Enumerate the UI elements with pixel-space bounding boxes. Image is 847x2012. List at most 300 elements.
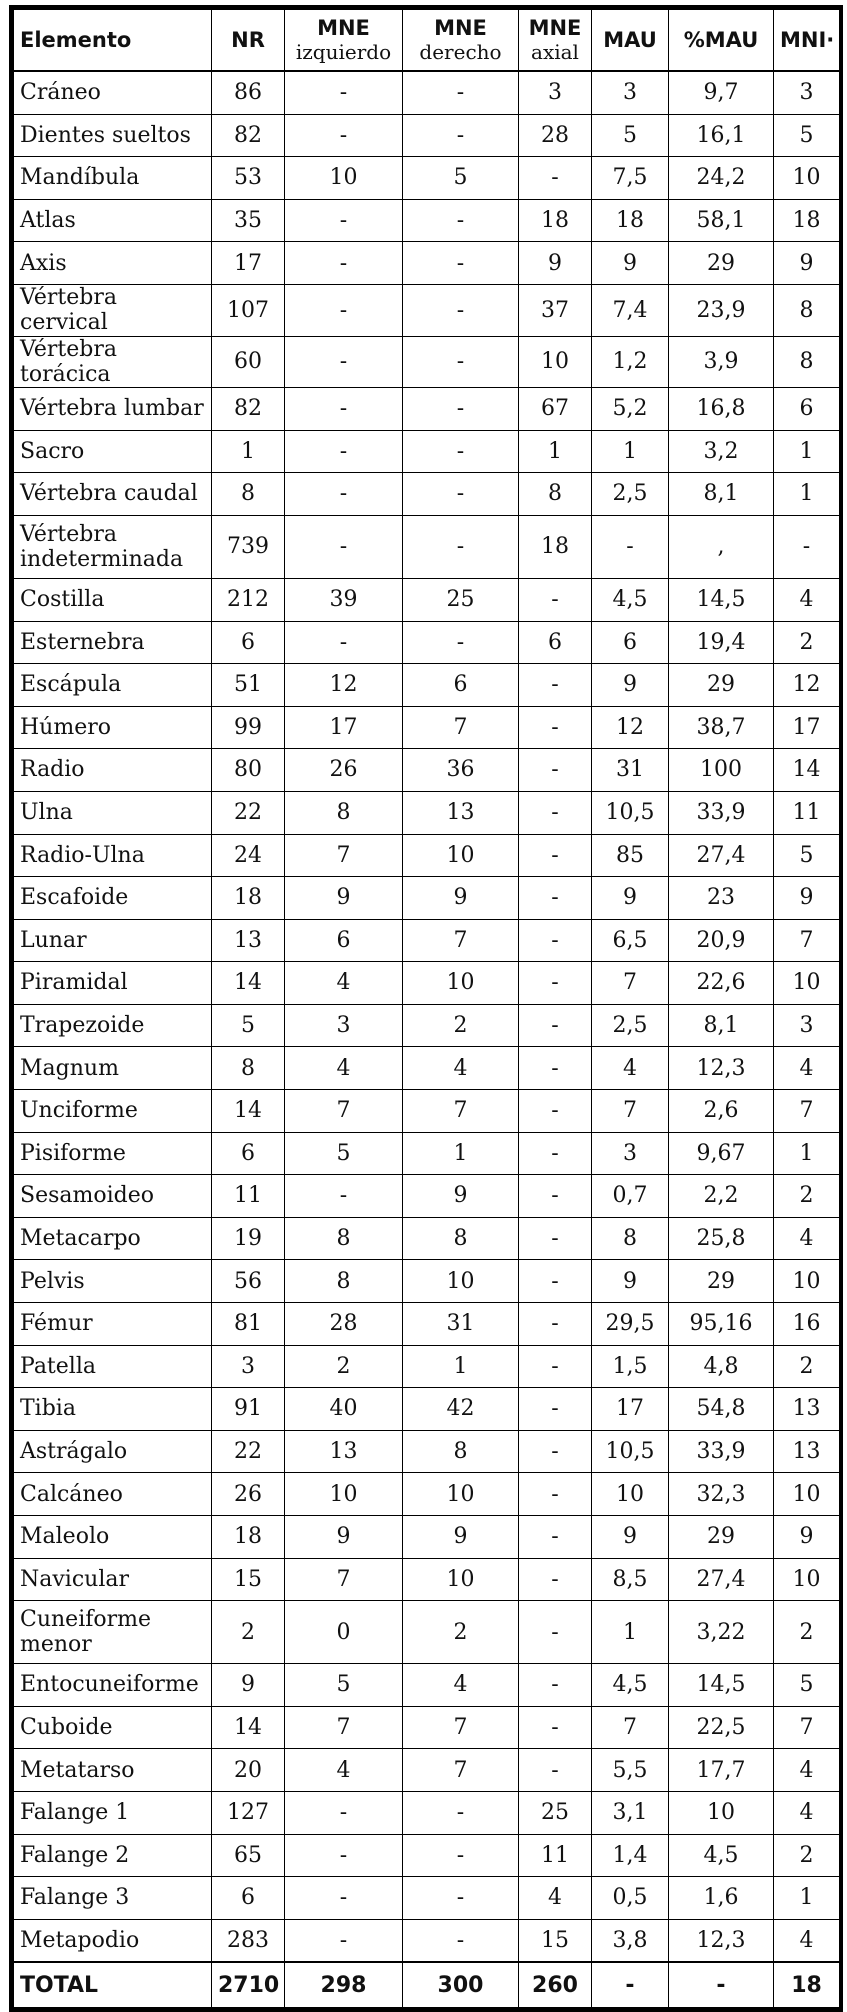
value-cell: - bbox=[403, 242, 519, 285]
value-cell: 20,9 bbox=[669, 919, 774, 962]
value-cell: 1 bbox=[519, 430, 592, 473]
column-header bbox=[403, 10, 519, 72]
value-cell: - bbox=[519, 1430, 592, 1473]
value-cell: 3 bbox=[774, 71, 840, 114]
element-name-cell: Pelvis bbox=[14, 1260, 212, 1303]
value-cell: 1 bbox=[774, 430, 840, 473]
value-cell: - bbox=[285, 284, 403, 336]
total-label-cell: TOTAL bbox=[14, 1962, 212, 2008]
table-row bbox=[14, 962, 840, 1005]
value-cell: 107 bbox=[212, 284, 285, 336]
element-name-cell: Sacro bbox=[14, 430, 212, 473]
value-cell: 14 bbox=[212, 1706, 285, 1749]
value-cell: - bbox=[519, 1706, 592, 1749]
column-header-label: MNE bbox=[434, 16, 487, 41]
value-cell: 5 bbox=[774, 114, 840, 157]
value-cell: 33,9 bbox=[669, 791, 774, 834]
value-cell: 16 bbox=[774, 1303, 840, 1346]
value-cell: 7 bbox=[285, 1558, 403, 1601]
column-header-label: MNE bbox=[528, 16, 582, 41]
value-cell: - bbox=[519, 1303, 592, 1346]
value-cell: 8,5 bbox=[592, 1558, 669, 1601]
table-row bbox=[14, 430, 840, 473]
value-cell: 4 bbox=[285, 962, 403, 1005]
value-cell: - bbox=[519, 1664, 592, 1707]
value-cell: 18 bbox=[212, 1516, 285, 1559]
value-cell: 1 bbox=[212, 430, 285, 473]
table-row bbox=[14, 1175, 840, 1218]
value-cell: 25 bbox=[519, 1791, 592, 1834]
value-cell: 2 bbox=[774, 1345, 840, 1388]
value-cell: - bbox=[519, 791, 592, 834]
value-cell: 7 bbox=[403, 1749, 519, 1792]
table-row bbox=[14, 1132, 840, 1175]
value-cell: 51 bbox=[212, 664, 285, 707]
value-cell: 85 bbox=[592, 834, 669, 877]
value-cell: 2 bbox=[285, 1345, 403, 1388]
column-header-sublabel: izquierdo bbox=[295, 39, 392, 64]
element-name-cell: Escafoide bbox=[14, 877, 212, 920]
column-header bbox=[285, 10, 403, 72]
element-name-cell: Radio-Ulna bbox=[14, 834, 212, 877]
table-row bbox=[14, 1706, 840, 1749]
value-cell: - bbox=[285, 1834, 403, 1877]
value-cell: 14,5 bbox=[669, 1664, 774, 1707]
value-cell: 82 bbox=[212, 388, 285, 431]
element-name-cell: Cuneiforme menor bbox=[14, 1601, 212, 1664]
value-cell: - bbox=[519, 1388, 592, 1431]
value-cell: 4 bbox=[592, 1047, 669, 1090]
value-cell: 8 bbox=[774, 284, 840, 336]
value-cell: 0,7 bbox=[592, 1175, 669, 1218]
value-cell: - bbox=[285, 388, 403, 431]
value-cell: 7 bbox=[592, 962, 669, 1005]
value-cell: 16,8 bbox=[669, 388, 774, 431]
value-cell: 31 bbox=[592, 749, 669, 792]
table-row bbox=[14, 71, 840, 114]
value-cell: 8 bbox=[285, 1217, 403, 1260]
table-row bbox=[14, 1473, 840, 1516]
element-name-cell: Falange 3 bbox=[14, 1877, 212, 1920]
value-cell: 86 bbox=[212, 71, 285, 114]
value-cell: 1,2 bbox=[592, 336, 669, 388]
table-row bbox=[14, 877, 840, 920]
value-cell: 1 bbox=[403, 1132, 519, 1175]
column-header bbox=[519, 10, 592, 72]
column-header-sublabel: derecho bbox=[419, 39, 502, 64]
value-cell: - bbox=[519, 919, 592, 962]
value-cell: 4 bbox=[403, 1047, 519, 1090]
value-cell: 7 bbox=[285, 834, 403, 877]
table-row bbox=[14, 515, 840, 578]
value-cell: - bbox=[519, 1558, 592, 1601]
value-cell: 6 bbox=[592, 621, 669, 664]
value-cell: - bbox=[519, 1260, 592, 1303]
value-cell: 6 bbox=[519, 621, 592, 664]
element-name-cell: Húmero bbox=[14, 706, 212, 749]
value-cell: 7 bbox=[285, 1706, 403, 1749]
value-cell: 1 bbox=[592, 1601, 669, 1664]
value-cell: 37 bbox=[519, 284, 592, 336]
value-cell: 10 bbox=[669, 1791, 774, 1834]
element-name-cell: Metacarpo bbox=[14, 1217, 212, 1260]
value-cell: 10 bbox=[403, 1558, 519, 1601]
value-cell: 6 bbox=[212, 1132, 285, 1175]
value-cell: 6 bbox=[212, 621, 285, 664]
value-cell: 17 bbox=[774, 706, 840, 749]
value-cell: - bbox=[285, 1175, 403, 1218]
value-cell: 14 bbox=[212, 1090, 285, 1133]
element-name-cell: Vértebra caudal bbox=[14, 473, 212, 516]
value-cell: 29 bbox=[669, 1516, 774, 1559]
value-cell: 15 bbox=[519, 1919, 592, 1962]
table-row bbox=[14, 1558, 840, 1601]
data-table-frame bbox=[9, 5, 843, 2012]
value-cell: - bbox=[285, 71, 403, 114]
value-cell: 10 bbox=[403, 962, 519, 1005]
value-cell: 39 bbox=[285, 578, 403, 621]
element-name-cell: Fémur bbox=[14, 1303, 212, 1346]
element-name-cell: Tibia bbox=[14, 1388, 212, 1431]
value-cell: - bbox=[519, 1345, 592, 1388]
value-cell: 9,67 bbox=[669, 1132, 774, 1175]
value-cell: 81 bbox=[212, 1303, 285, 1346]
element-name-cell: Astrágalo bbox=[14, 1430, 212, 1473]
table-row bbox=[14, 1004, 840, 1047]
value-cell: - bbox=[403, 1877, 519, 1920]
value-cell: 3 bbox=[774, 1004, 840, 1047]
value-cell: 9 bbox=[403, 1175, 519, 1218]
value-cell: 67 bbox=[519, 388, 592, 431]
table-row bbox=[14, 1791, 840, 1834]
column-header-sublabel: axial bbox=[531, 39, 579, 64]
table-row bbox=[14, 1047, 840, 1090]
value-cell: 4,5 bbox=[592, 578, 669, 621]
value-cell: 127 bbox=[212, 1791, 285, 1834]
table-row bbox=[14, 1430, 840, 1473]
value-cell: - bbox=[285, 1919, 403, 1962]
value-cell: 1 bbox=[592, 430, 669, 473]
table-row bbox=[14, 473, 840, 516]
value-cell: 20 bbox=[212, 1749, 285, 1792]
value-cell: - bbox=[403, 336, 519, 388]
value-cell: 13 bbox=[285, 1430, 403, 1473]
table-row bbox=[14, 114, 840, 157]
value-cell: 5 bbox=[403, 157, 519, 200]
value-cell: 1 bbox=[774, 1132, 840, 1175]
value-cell: 12 bbox=[285, 664, 403, 707]
table-row bbox=[14, 621, 840, 664]
element-name-cell: Pisiforme bbox=[14, 1132, 212, 1175]
total-value-cell: - bbox=[669, 1962, 774, 2008]
element-name-cell: Lunar bbox=[14, 919, 212, 962]
element-name-cell: Falange 2 bbox=[14, 1834, 212, 1877]
value-cell: 5 bbox=[285, 1664, 403, 1707]
value-cell: - bbox=[519, 1516, 592, 1559]
value-cell: - bbox=[285, 621, 403, 664]
value-cell: - bbox=[519, 1132, 592, 1175]
value-cell: 29 bbox=[669, 664, 774, 707]
value-cell: 7 bbox=[403, 706, 519, 749]
value-cell: 7 bbox=[592, 1706, 669, 1749]
value-cell: 3 bbox=[285, 1004, 403, 1047]
value-cell: - bbox=[519, 1473, 592, 1516]
value-cell: 99 bbox=[212, 706, 285, 749]
table-row bbox=[14, 1260, 840, 1303]
value-cell: - bbox=[519, 664, 592, 707]
value-cell: 27,4 bbox=[669, 1558, 774, 1601]
value-cell: 23 bbox=[669, 877, 774, 920]
table-row bbox=[14, 1388, 840, 1431]
table-row bbox=[14, 749, 840, 792]
value-cell: - bbox=[403, 284, 519, 336]
value-cell: 2 bbox=[403, 1004, 519, 1047]
value-cell: 60 bbox=[212, 336, 285, 388]
value-cell: 739 bbox=[212, 515, 285, 578]
element-name-cell: Vértebra cervical bbox=[14, 284, 212, 336]
value-cell: 4 bbox=[285, 1047, 403, 1090]
value-cell: 53 bbox=[212, 157, 285, 200]
element-name-cell: Vértebra torácica bbox=[14, 336, 212, 388]
value-cell: 4 bbox=[774, 578, 840, 621]
value-cell: 9 bbox=[592, 242, 669, 285]
element-name-cell: Piramidal bbox=[14, 962, 212, 1005]
value-cell: 13 bbox=[774, 1430, 840, 1473]
value-cell: 6,5 bbox=[592, 919, 669, 962]
table-row bbox=[14, 1834, 840, 1877]
value-cell: - bbox=[403, 1791, 519, 1834]
value-cell: 7 bbox=[774, 1090, 840, 1133]
value-cell: 1 bbox=[774, 473, 840, 516]
value-cell: 22,6 bbox=[669, 962, 774, 1005]
value-cell: - bbox=[592, 515, 669, 578]
value-cell: - bbox=[519, 157, 592, 200]
value-cell: 3,8 bbox=[592, 1919, 669, 1962]
value-cell: 18 bbox=[519, 199, 592, 242]
value-cell: 9 bbox=[774, 877, 840, 920]
table-row bbox=[14, 706, 840, 749]
value-cell: 7 bbox=[285, 1090, 403, 1133]
value-cell: 2,5 bbox=[592, 473, 669, 516]
value-cell: 38,7 bbox=[669, 706, 774, 749]
value-cell: 4 bbox=[774, 1217, 840, 1260]
value-cell: 10 bbox=[774, 962, 840, 1005]
value-cell: 18 bbox=[774, 199, 840, 242]
column-header bbox=[592, 10, 669, 72]
table-row bbox=[14, 242, 840, 285]
element-name-cell: Entocuneiforme bbox=[14, 1664, 212, 1707]
value-cell: - bbox=[285, 336, 403, 388]
value-cell: 10 bbox=[774, 1473, 840, 1516]
value-cell: 24 bbox=[212, 834, 285, 877]
value-cell: 2,5 bbox=[592, 1004, 669, 1047]
value-cell: 5 bbox=[774, 1664, 840, 1707]
value-cell: 5,2 bbox=[592, 388, 669, 431]
value-cell: 28 bbox=[285, 1303, 403, 1346]
value-cell: - bbox=[774, 515, 840, 578]
value-cell: 9 bbox=[403, 1516, 519, 1559]
table-row bbox=[14, 388, 840, 431]
value-cell: 1,6 bbox=[669, 1877, 774, 1920]
value-cell: 8 bbox=[285, 1260, 403, 1303]
value-cell: 10 bbox=[285, 157, 403, 200]
element-name-cell: Axis bbox=[14, 242, 212, 285]
table-row bbox=[14, 284, 840, 336]
value-cell: 5,5 bbox=[592, 1749, 669, 1792]
value-cell: 12 bbox=[592, 706, 669, 749]
value-cell: 32,3 bbox=[669, 1473, 774, 1516]
value-cell: 6 bbox=[403, 664, 519, 707]
value-cell: 1,4 bbox=[592, 1834, 669, 1877]
table-row bbox=[14, 1919, 840, 1962]
value-cell: 1 bbox=[774, 1877, 840, 1920]
table-row bbox=[14, 1217, 840, 1260]
value-cell: 12 bbox=[774, 664, 840, 707]
value-cell: - bbox=[285, 515, 403, 578]
value-cell: 7,4 bbox=[592, 284, 669, 336]
value-cell: 4,5 bbox=[669, 1834, 774, 1877]
value-cell: 27,4 bbox=[669, 834, 774, 877]
value-cell: 95,16 bbox=[669, 1303, 774, 1346]
value-cell: 11 bbox=[212, 1175, 285, 1218]
value-cell: 17 bbox=[212, 242, 285, 285]
value-cell: 9 bbox=[212, 1664, 285, 1707]
total-value-cell: 300 bbox=[403, 1962, 519, 2008]
value-cell: - bbox=[285, 473, 403, 516]
column-header bbox=[212, 10, 285, 72]
value-cell: 5 bbox=[592, 114, 669, 157]
value-cell: 29 bbox=[669, 242, 774, 285]
value-cell: 8 bbox=[774, 336, 840, 388]
value-cell: 3 bbox=[592, 1132, 669, 1175]
value-cell: 10,5 bbox=[592, 1430, 669, 1473]
value-cell: 8,1 bbox=[669, 1004, 774, 1047]
value-cell: 3 bbox=[592, 71, 669, 114]
value-cell: 22 bbox=[212, 791, 285, 834]
element-name-cell: Calcáneo bbox=[14, 1473, 212, 1516]
element-name-cell: Esternebra bbox=[14, 621, 212, 664]
value-cell: - bbox=[519, 578, 592, 621]
value-cell: 9 bbox=[592, 664, 669, 707]
element-name-cell: Atlas bbox=[14, 199, 212, 242]
value-cell: 6 bbox=[774, 388, 840, 431]
value-cell: 3,9 bbox=[669, 336, 774, 388]
value-cell: 9 bbox=[285, 1516, 403, 1559]
value-cell: 13 bbox=[212, 919, 285, 962]
table-row bbox=[14, 1749, 840, 1792]
value-cell: 54,8 bbox=[669, 1388, 774, 1431]
value-cell: - bbox=[285, 1877, 403, 1920]
value-cell: 8 bbox=[403, 1217, 519, 1260]
value-cell: 7 bbox=[403, 1706, 519, 1749]
value-cell: 212 bbox=[212, 578, 285, 621]
value-cell: 82 bbox=[212, 114, 285, 157]
value-cell: 4 bbox=[519, 1877, 592, 1920]
total-value-cell: 2710 bbox=[212, 1962, 285, 2008]
value-cell: 10 bbox=[403, 834, 519, 877]
total-value-cell: 298 bbox=[285, 1962, 403, 2008]
value-cell: 14 bbox=[212, 962, 285, 1005]
value-cell: 9 bbox=[774, 1516, 840, 1559]
value-cell: 4 bbox=[403, 1664, 519, 1707]
value-cell: - bbox=[519, 877, 592, 920]
value-cell: 9 bbox=[592, 877, 669, 920]
value-cell: 5 bbox=[285, 1132, 403, 1175]
value-cell: 22 bbox=[212, 1430, 285, 1473]
value-cell: - bbox=[403, 473, 519, 516]
table-row bbox=[14, 336, 840, 388]
value-cell: 35 bbox=[212, 199, 285, 242]
value-cell: 6 bbox=[212, 1877, 285, 1920]
value-cell: 4,8 bbox=[669, 1345, 774, 1388]
value-cell: - bbox=[519, 1047, 592, 1090]
element-name-cell: Sesamoideo bbox=[14, 1175, 212, 1218]
total-value-cell: 18 bbox=[774, 1962, 840, 2008]
table-row bbox=[14, 1601, 840, 1664]
value-cell: 19 bbox=[212, 1217, 285, 1260]
table-row bbox=[14, 157, 840, 200]
element-name-cell: Falange 1 bbox=[14, 1791, 212, 1834]
value-cell: 10 bbox=[285, 1473, 403, 1516]
element-name-cell: Radio bbox=[14, 749, 212, 792]
value-cell: 36 bbox=[403, 749, 519, 792]
table-row bbox=[14, 1877, 840, 1920]
value-cell: - bbox=[403, 1834, 519, 1877]
value-cell: 12,3 bbox=[669, 1047, 774, 1090]
value-cell: 29,5 bbox=[592, 1303, 669, 1346]
value-cell: 1,5 bbox=[592, 1345, 669, 1388]
value-cell: 25,8 bbox=[669, 1217, 774, 1260]
value-cell: 8 bbox=[212, 473, 285, 516]
table-row bbox=[14, 664, 840, 707]
value-cell: 17 bbox=[592, 1388, 669, 1431]
value-cell: 14 bbox=[774, 749, 840, 792]
value-cell: 5 bbox=[212, 1004, 285, 1047]
value-cell: 10 bbox=[774, 157, 840, 200]
value-cell: - bbox=[519, 706, 592, 749]
value-cell: 25 bbox=[403, 578, 519, 621]
value-cell: 9 bbox=[774, 242, 840, 285]
value-cell: 1 bbox=[403, 1345, 519, 1388]
element-name-cell: Vértebra indeterminada bbox=[14, 515, 212, 578]
value-cell: 12,3 bbox=[669, 1919, 774, 1962]
value-cell: 4,5 bbox=[592, 1664, 669, 1707]
table-row bbox=[14, 791, 840, 834]
column-header bbox=[669, 10, 774, 72]
table-row bbox=[14, 1664, 840, 1707]
total-value-cell: - bbox=[592, 1962, 669, 2008]
value-cell: - bbox=[519, 962, 592, 1005]
value-cell: 10 bbox=[403, 1473, 519, 1516]
value-cell: 26 bbox=[285, 749, 403, 792]
table-row bbox=[14, 1516, 840, 1559]
value-cell: 2 bbox=[403, 1601, 519, 1664]
value-cell: 3,2 bbox=[669, 430, 774, 473]
value-cell: 3,22 bbox=[669, 1601, 774, 1664]
value-cell: 11 bbox=[519, 1834, 592, 1877]
value-cell: 9 bbox=[403, 877, 519, 920]
table-row bbox=[14, 919, 840, 962]
value-cell: 4 bbox=[774, 1047, 840, 1090]
value-cell: 10 bbox=[403, 1260, 519, 1303]
value-cell: - bbox=[285, 199, 403, 242]
value-cell: - bbox=[519, 749, 592, 792]
element-name-cell: Costilla bbox=[14, 578, 212, 621]
value-cell: 2,2 bbox=[669, 1175, 774, 1218]
value-cell: 58,1 bbox=[669, 199, 774, 242]
value-cell: 4 bbox=[774, 1791, 840, 1834]
value-cell: 17,7 bbox=[669, 1749, 774, 1792]
